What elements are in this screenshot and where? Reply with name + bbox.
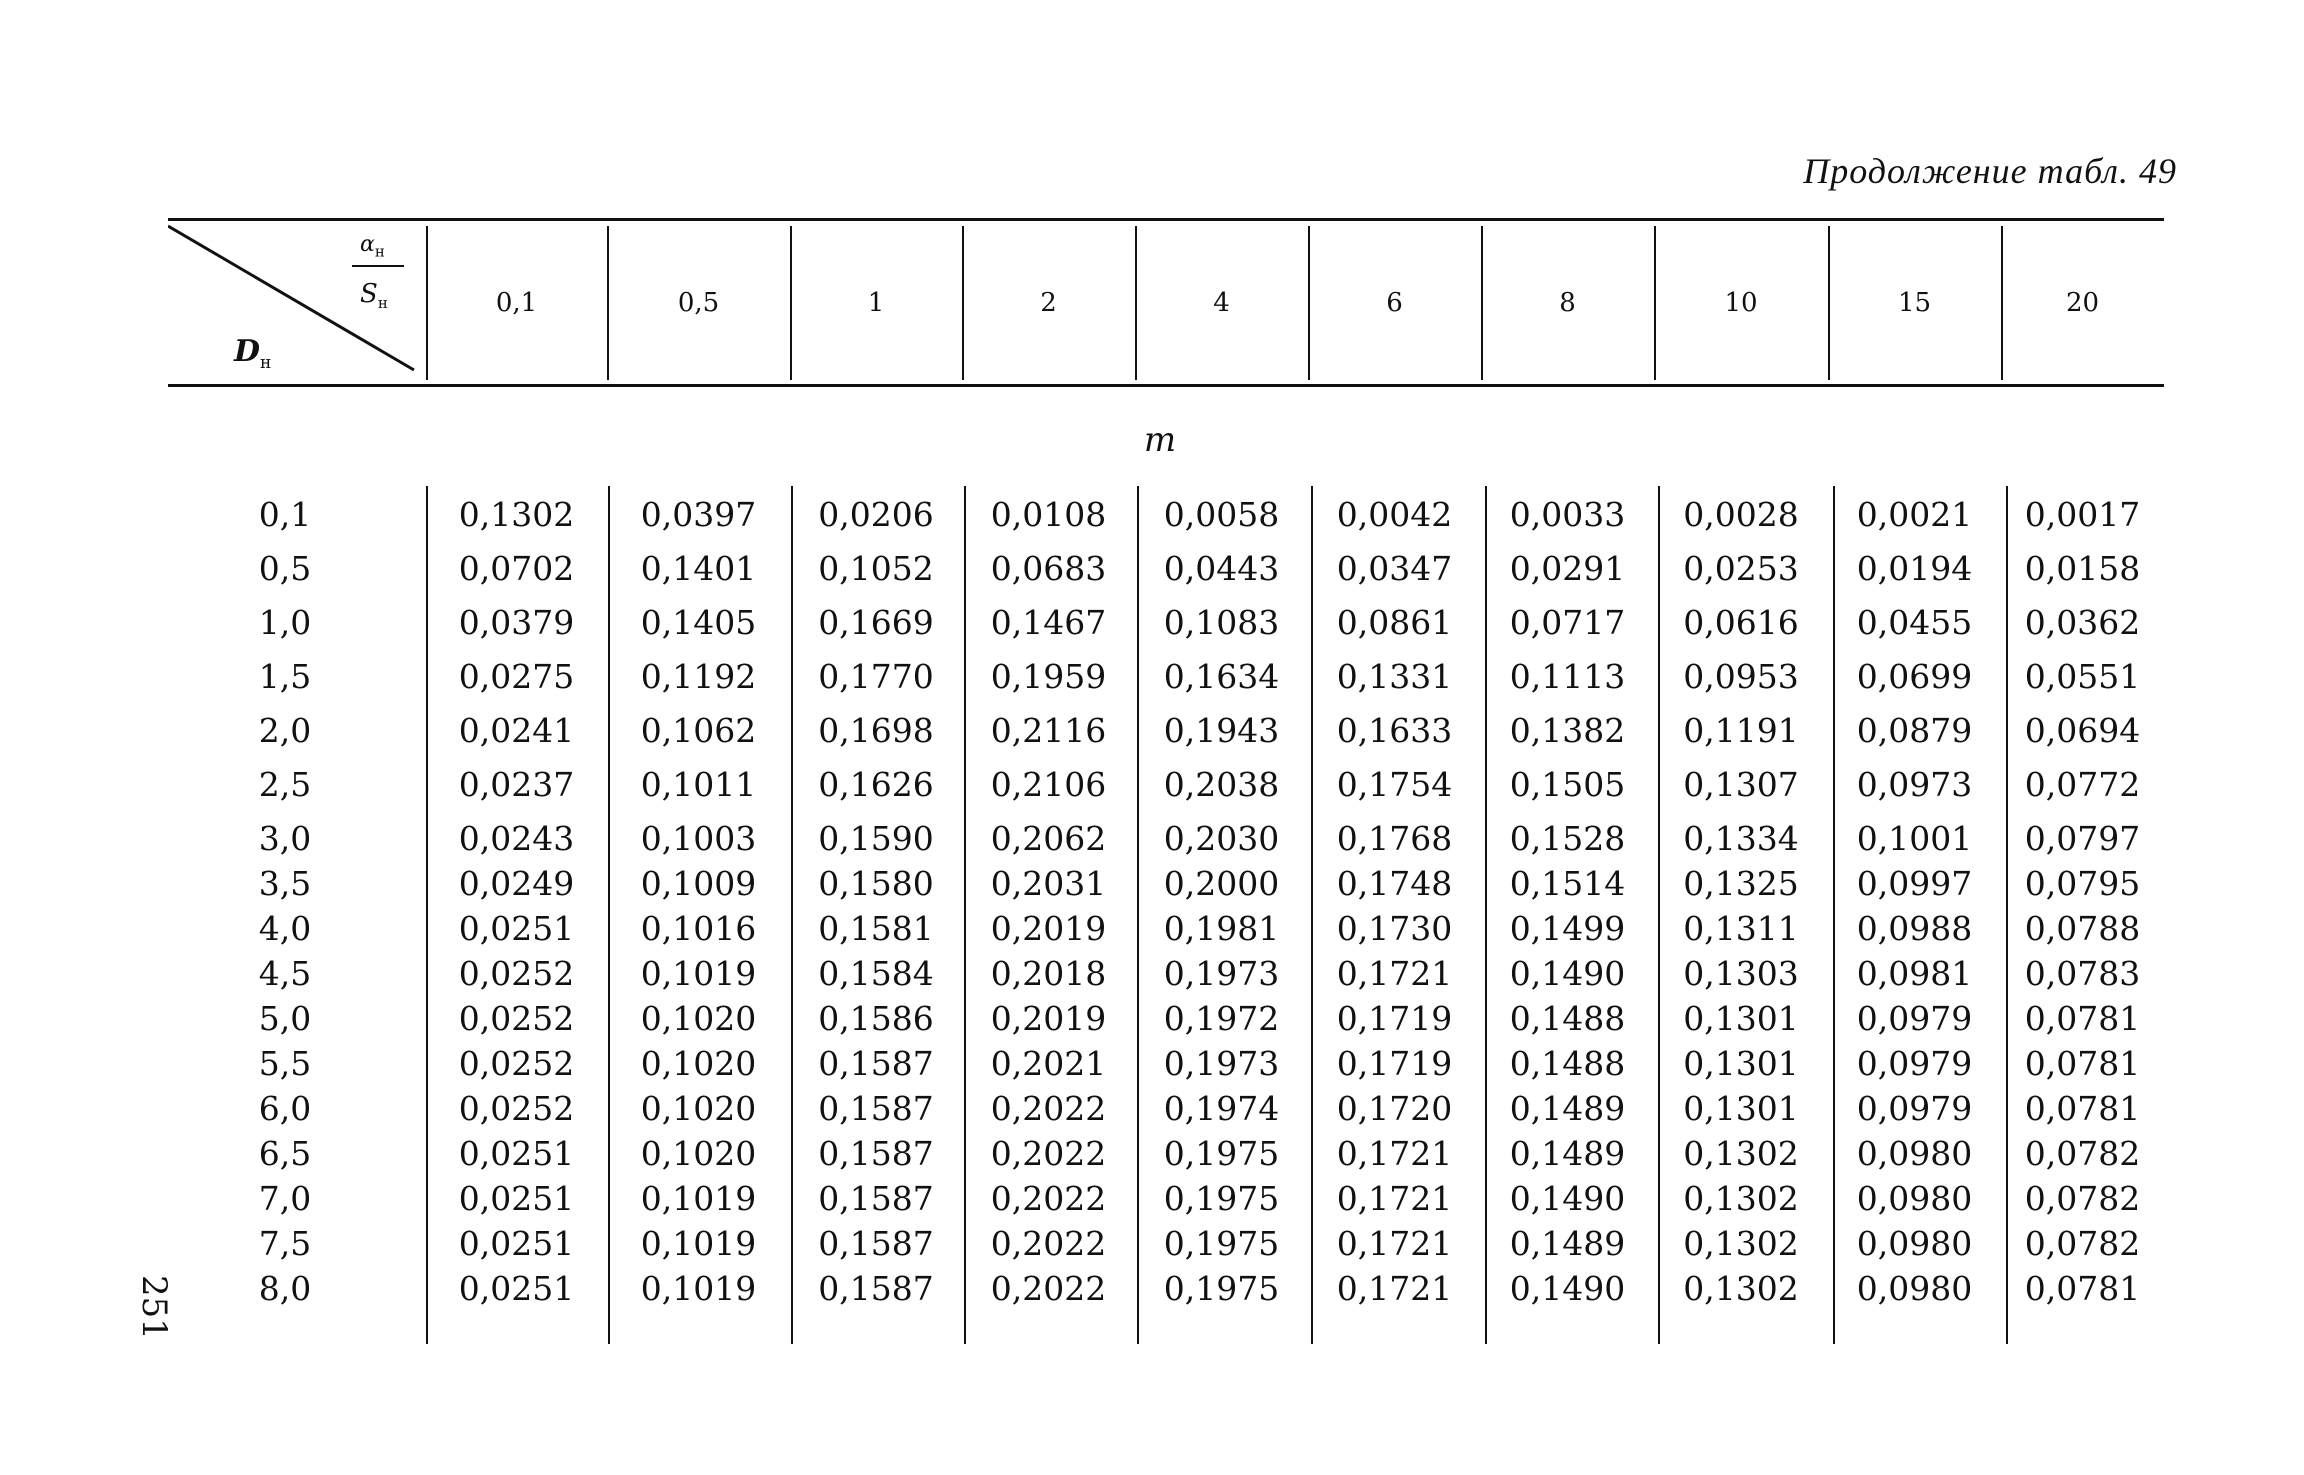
table-cell: 0,0251: [458, 1224, 575, 1263]
table-cell: 0,1301: [1683, 999, 1799, 1038]
table-cell: 0,0973: [1856, 765, 1973, 804]
table-cell: 0,2062: [990, 819, 1107, 858]
table-cell: 0,1489: [1509, 1224, 1626, 1263]
table-cell: 0,0379: [458, 603, 575, 642]
table-cell: 0,0443: [1163, 549, 1280, 588]
table-cell: 0,1003: [640, 819, 757, 858]
table-cell: 0,0551: [2024, 657, 2141, 696]
table-cell: 0,0980: [1856, 1179, 1973, 1218]
table-cell: 0,1975: [1163, 1269, 1280, 1308]
header-column-divider: [1828, 226, 1830, 380]
table-cell: 0,1626: [818, 765, 934, 804]
table-cell: 0,1730: [1336, 909, 1453, 948]
table-cell: 0,1488: [1509, 1044, 1626, 1083]
column-header: 0,5: [677, 287, 720, 318]
table-cell: 0,1721: [1336, 954, 1453, 993]
table-cell: 0,0783: [2024, 954, 2141, 993]
table-cell: 0,1020: [640, 999, 757, 1038]
table-cell: 0,1514: [1509, 864, 1626, 903]
table-cell: 0,0021: [1856, 495, 1973, 534]
row-label: 8,0: [258, 1269, 312, 1308]
header-column-divider: [962, 226, 964, 380]
table-cell: 0,0979: [1856, 999, 1973, 1038]
table-cell: 0,2019: [990, 909, 1107, 948]
table-cell: 0,0028: [1683, 495, 1799, 534]
table-cell: 0,0108: [990, 495, 1107, 534]
table-cell: 0,0243: [458, 819, 575, 858]
table-cell: 0,1580: [818, 864, 934, 903]
alpha-symbol: α: [360, 232, 375, 257]
table-cell: 0,0782: [2024, 1134, 2141, 1173]
table-cell: 0,1981: [1163, 909, 1280, 948]
table-cell: 0,2038: [1163, 765, 1280, 804]
table-cell: 0,0251: [458, 1269, 575, 1308]
table-cell: 0,1113: [1509, 657, 1626, 696]
table-cell: 0,0249: [458, 864, 575, 903]
column-header: 20: [2065, 287, 2100, 318]
table-cell: 0,0797: [2024, 819, 2141, 858]
table-cell: 0,1959: [990, 657, 1107, 696]
table-cell: 0,0879: [1856, 711, 1973, 750]
table-cell: 0,0694: [2024, 711, 2141, 750]
row-label: 1,0: [258, 603, 312, 642]
table-cell: 0,0861: [1336, 603, 1453, 642]
table-cell: 0,1083: [1163, 603, 1280, 642]
table-cell: 0,1301: [1683, 1089, 1799, 1128]
d-label: [234, 334, 271, 373]
table-cell: 0,1590: [818, 819, 934, 858]
table-cell: 0,0979: [1856, 1044, 1973, 1083]
table-cell: 0,2031: [990, 864, 1107, 903]
table-cell: 0,1019: [640, 1224, 757, 1263]
table-cell: 0,1490: [1509, 954, 1626, 993]
table-cell: 0,1973: [1163, 954, 1280, 993]
row-label: 4,0: [258, 909, 312, 948]
table-cell: 0,0251: [458, 1179, 575, 1218]
table-cell: 0,0616: [1683, 603, 1799, 642]
row-label: 5,5: [258, 1044, 312, 1083]
table-cell: 0,1303: [1683, 954, 1799, 993]
table-cell: 0,1302: [1683, 1179, 1799, 1218]
table-cell: 0,1325: [1683, 864, 1799, 903]
table-cell: 0,1586: [818, 999, 934, 1038]
table-cell: 0,0702: [458, 549, 575, 588]
table-cell: 0,2106: [990, 765, 1107, 804]
table-cell: 0,1720: [1336, 1089, 1453, 1128]
table-cell: 0,2022: [990, 1269, 1107, 1308]
table-cell: 0,1770: [818, 657, 934, 696]
table-cell: 0,1020: [640, 1044, 757, 1083]
table-cell: 0,1719: [1336, 999, 1453, 1038]
table-cell: 0,1581: [818, 909, 934, 948]
row-label: 2,5: [258, 765, 312, 804]
table-cell: 0,0979: [1856, 1089, 1973, 1128]
table-cell: 0,1009: [640, 864, 757, 903]
table-cell: 0,1302: [1683, 1224, 1799, 1263]
table-cell: 0,0158: [2024, 549, 2141, 588]
table-cell: 0,1191: [1683, 711, 1799, 750]
column-header: 2: [1040, 287, 1057, 318]
column-header: 15: [1897, 287, 1932, 318]
column-header: 4: [1213, 287, 1230, 318]
table-cell: 0,0795: [2024, 864, 2141, 903]
table-cell: 0,0347: [1336, 549, 1453, 588]
column-header: 0,1: [495, 287, 538, 318]
table-cell: 0,0042: [1336, 495, 1453, 534]
table-cell: 0,0683: [990, 549, 1107, 588]
table-cell: 0,1019: [640, 1179, 757, 1218]
row-label: 5,0: [258, 999, 312, 1038]
table-cell: 0,1302: [1683, 1134, 1799, 1173]
table-cell: 0,0980: [1856, 1269, 1973, 1308]
table-cell: 0,2000: [1163, 864, 1280, 903]
table-cell: 0,2018: [990, 954, 1107, 993]
row-label: 1,5: [258, 657, 312, 696]
table-cell: 0,0252: [458, 999, 575, 1038]
header-column-divider: [1654, 226, 1656, 380]
table-cell: 0,1401: [640, 549, 757, 588]
table-cell: 0,0206: [818, 495, 934, 534]
row-label: 4,5: [258, 954, 312, 993]
table-cell: 0,1943: [1163, 711, 1280, 750]
table-cell: 0,1975: [1163, 1224, 1280, 1263]
table-cell: 0,1331: [1336, 657, 1453, 696]
table-cell: 0,1011: [640, 765, 757, 804]
table-cell: 0,2022: [990, 1134, 1107, 1173]
table-cell: 0,0782: [2024, 1224, 2141, 1263]
alpha-label: [360, 232, 385, 260]
table-cell: 0,0252: [458, 954, 575, 993]
table-cell: 0,1019: [640, 954, 757, 993]
table-cell: 0,0251: [458, 1134, 575, 1173]
alpha-subscript: н: [374, 242, 385, 261]
row-label: 3,0: [258, 819, 312, 858]
table-cell: 0,1505: [1509, 765, 1626, 804]
table-cell: 0,0275: [458, 657, 575, 696]
table-cell: 0,1405: [640, 603, 757, 642]
row-label: 6,5: [258, 1134, 312, 1173]
table-cell: 0,0241: [458, 711, 575, 750]
table-cell: 0,1587: [818, 1134, 934, 1173]
table-cell: 0,0253: [1683, 549, 1799, 588]
table-cell: 0,0781: [2024, 999, 2141, 1038]
table-cell: 0,0781: [2024, 1089, 2141, 1128]
table-cell: 0,0397: [640, 495, 757, 534]
table-cell: 0,1528: [1509, 819, 1626, 858]
row-label: 6,0: [258, 1089, 312, 1128]
table-cell: 0,0988: [1856, 909, 1973, 948]
table-cell: 0,1489: [1509, 1134, 1626, 1173]
table-cell: 0,1721: [1336, 1179, 1453, 1218]
d-subscript: н: [260, 353, 272, 373]
table-cell: 0,0981: [1856, 954, 1973, 993]
table-cell: 0,1584: [818, 954, 934, 993]
table-cell: 0,0997: [1856, 864, 1973, 903]
header-column-divider: [1308, 226, 1310, 380]
table-cell: 0,1633: [1336, 711, 1453, 750]
row-label: 3,5: [258, 864, 312, 903]
table-cell: 0,1721: [1336, 1134, 1453, 1173]
table-cell: 0,1301: [1683, 1044, 1799, 1083]
table-cell: 0,0788: [2024, 909, 2141, 948]
table-cell: 0,1754: [1336, 765, 1453, 804]
table-cell: 0,1973: [1163, 1044, 1280, 1083]
table-cell: 0,1490: [1509, 1179, 1626, 1218]
table-cell: 0,1587: [818, 1224, 934, 1263]
table-cell: 0,1975: [1163, 1179, 1280, 1218]
table-cell: 0,1587: [818, 1179, 934, 1218]
table-cell: 0,1311: [1683, 909, 1799, 948]
row-label: 7,0: [258, 1179, 312, 1218]
table-cell: 0,1019: [640, 1269, 757, 1308]
table-cell: 0,2021: [990, 1044, 1107, 1083]
table-cell: 0,1587: [818, 1269, 934, 1308]
table-cell: 0,0058: [1163, 495, 1280, 534]
table-cell: 0,0980: [1856, 1224, 1973, 1263]
row-label: 0,1: [258, 495, 312, 534]
table-cell: 0,0291: [1509, 549, 1626, 588]
table-cell: 0,0251: [458, 909, 575, 948]
s-subscript: н: [377, 294, 388, 313]
header-column-divider: [790, 226, 792, 380]
table-cell: 0,0362: [2024, 603, 2141, 642]
table-cell: 0,1192: [640, 657, 757, 696]
header-column-divider: [1481, 226, 1483, 380]
table-cell: 0,1020: [640, 1089, 757, 1128]
table-cell: 0,0782: [2024, 1179, 2141, 1218]
table-cell: 0,2022: [990, 1224, 1107, 1263]
table-cell: 0,1489: [1509, 1089, 1626, 1128]
table-cell: 0,1488: [1509, 999, 1626, 1038]
row-label: 2,0: [258, 711, 312, 750]
header-column-divider: [2001, 226, 2003, 380]
table-cell: 0,1587: [818, 1089, 934, 1128]
table-cell: 0,1062: [640, 711, 757, 750]
table-cell: 0,0194: [1856, 549, 1973, 588]
table-cell: 0,1490: [1509, 1269, 1626, 1308]
table-cell: 0,1974: [1163, 1089, 1280, 1128]
table-cell: 0,1302: [458, 495, 575, 534]
s-symbol: S: [360, 279, 378, 309]
table-cell: 0,0781: [2024, 1044, 2141, 1083]
table-cell: 0,0237: [458, 765, 575, 804]
table-cell: 0,2022: [990, 1179, 1107, 1218]
column-header: 6: [1386, 287, 1403, 318]
column-header: 10: [1724, 287, 1758, 318]
table-cell: 0,0772: [2024, 765, 2141, 804]
table-cell: 0,1020: [640, 1134, 757, 1173]
table-cell: 0,2019: [990, 999, 1107, 1038]
table-cell: 0,1016: [640, 909, 757, 948]
d-symbol: D: [234, 334, 261, 369]
header-column-divider: [607, 226, 609, 380]
row-label: 7,5: [258, 1224, 312, 1263]
table-cell: 0,0252: [458, 1089, 575, 1128]
table-cell: 0,1001: [1856, 819, 1973, 858]
table-cell: 0,1302: [1683, 1269, 1799, 1308]
table-cell: 0,0953: [1683, 657, 1799, 696]
table-caption: Продолжение табл. 49: [1803, 151, 2177, 191]
table-cell: 0,0455: [1856, 603, 1973, 642]
header-column-divider: [1135, 226, 1137, 380]
table-cell: 0,1382: [1509, 711, 1626, 750]
table-cell: 0,1634: [1163, 657, 1280, 696]
table-cell: 0,1719: [1336, 1044, 1453, 1083]
table-cell: 0,1972: [1163, 999, 1280, 1038]
table-cell: 0,1052: [818, 549, 934, 588]
s-label: [360, 279, 388, 312]
table-cell: 0,2030: [1163, 819, 1280, 858]
table-cell: 0,2116: [990, 711, 1107, 750]
table-cell: 0,1975: [1163, 1134, 1280, 1173]
table-cell: 0,0017: [2024, 495, 2141, 534]
table-cell: 0,2022: [990, 1089, 1107, 1128]
table-cell: 0,0980: [1856, 1134, 1973, 1173]
header-column-divider: [426, 226, 428, 380]
table-cell: 0,1467: [990, 603, 1107, 642]
column-header: 8: [1559, 287, 1576, 318]
quantity-label: m: [1143, 420, 1177, 460]
table-cell: 0,1721: [1336, 1269, 1453, 1308]
table-cell: 0,0033: [1509, 495, 1626, 534]
row-label: 0,5: [258, 549, 312, 588]
table-cell: 0,1698: [818, 711, 934, 750]
table-cell: 0,1721: [1336, 1224, 1453, 1263]
table-cell: 0,1499: [1509, 909, 1626, 948]
table-cell: 0,1768: [1336, 819, 1453, 858]
table-cell: 0,1307: [1683, 765, 1799, 804]
table-cell: 0,1748: [1336, 864, 1453, 903]
page-number: 251: [134, 1275, 174, 1340]
column-header: 1: [867, 287, 885, 318]
table-cell: 0,0717: [1509, 603, 1626, 642]
table-cell: 0,0252: [458, 1044, 575, 1083]
table-cell: 0,0781: [2024, 1269, 2141, 1308]
table-cell: 0,1669: [818, 603, 934, 642]
table-cell: 0,1334: [1683, 819, 1799, 858]
table-corner-header: [168, 224, 420, 374]
table-cell: 0,1587: [818, 1044, 934, 1083]
table-cell: 0,0699: [1856, 657, 1973, 696]
